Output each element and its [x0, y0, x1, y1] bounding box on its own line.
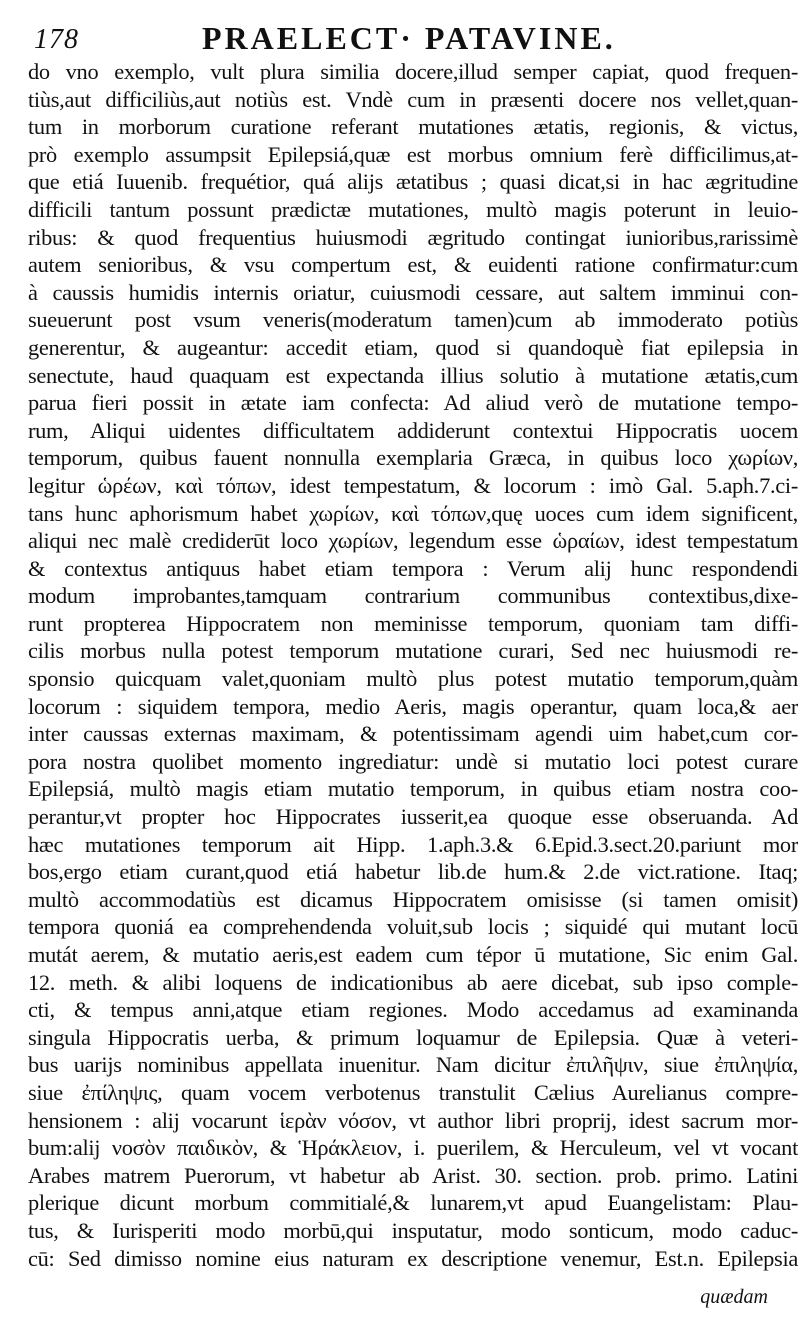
text-line: 12. meth. & alibi loquens de indicationibus ab aere dicebat, sub ipso comple- — [28, 969, 798, 995]
text-line: multò accommodatiùs est dicamus Hippocratem omisisse (si tamen omisit) — [28, 886, 798, 912]
text-line: Epilepsiá, multò magis etiam mutatio temporum, in quibus etiam nostra coo- — [28, 776, 798, 802]
text-line: cti, & tempus anni,atque etiam regiones. Modo accedamus ad examinanda — [28, 997, 798, 1023]
text-line: tempora quoniá ea comprehendenda voluit,sub locis ; siquidé qui mutant locū — [28, 914, 798, 940]
text-line: modum improbantes,tamquam contrarium communibus contextibus,dixe- — [28, 583, 798, 609]
text-line: temporum, quibus fauent nonnulla exemplaria Græca, in quibus loco χωρίων, — [28, 445, 798, 471]
text-line: tans hunc aphorismum habet χωρίων, καὶ τόπων,quę uoces cum idem significent, — [28, 500, 798, 526]
text-line: bus uarijs nominibus appellata inuenitur. Nam dicitur ἐπιλῆψιν, siue ἐπιληψία, — [28, 1052, 798, 1078]
text-line: cilis morbus nulla potest temporum mutatione curari, Sed nec huiusmodi re- — [28, 638, 798, 664]
text-line: tus, & Iurisperiti modo morbū,qui insputatur, modo sonticum, modo caduc- — [28, 1217, 798, 1243]
catchword-area — [28, 1286, 798, 1316]
text-line: parua fieri possit in ætate iam confecta: Ad aliud verò de mutatione tempo- — [28, 390, 798, 416]
text-line: cū: Sed dimisso nomine eius naturam ex descriptione venemur, Est.n. Epilepsia — [28, 1245, 798, 1271]
text-line: inter caussas externas maximam, & potentissimam agendi uim habet,cum cor- — [28, 721, 798, 747]
text-line: do vno exemplo, vult plura similia docere,illud semper capiat, quod frequen- — [28, 59, 798, 84]
page-number: 178 — [34, 24, 79, 55]
text-line: siue ἐπίληψις, quam vocem verbotenus transtulit Cælius Aurelianus compre- — [28, 1079, 798, 1105]
text-line: runt propterea Hippocratem non meminisse temporum, quoniam tam diffi- — [28, 610, 798, 636]
text-line: plerique dicunt morbum commitialé,& lunarem,vt apud Euangelistam: Plau- — [28, 1190, 798, 1216]
text-line: generentur, & augeantur: accedit etiam, quod si quandoquè fiat epilepsia in — [28, 334, 798, 360]
text-line: singula Hippocratis uerba, & primum loquamur de Epilepsia. Quæ à veteri- — [28, 1024, 798, 1050]
body-text — [28, 58, 798, 1272]
text-line: hæc mutationes temporum ait Hipp. 1.aph.3.& 6.Epid.3.sect.20.pariunt mor — [28, 831, 798, 857]
text-line: à caussis humidis internis oriatur, cuiusmodi cessare, aut saltem imminui con- — [28, 279, 798, 305]
text-line: prò exemplo assumpsit Epilepsiá,quæ est morbus omnium ferè difficilimus,at- — [28, 141, 798, 167]
catchword: quædam — [700, 1286, 768, 1308]
text-line: legitur ὡρέων, καὶ τόπων, idest tempestatum, & locorum : imò Gal. 5.aph.7.ci- — [28, 472, 798, 498]
text-line: bum:alij νοσὸν παιδικὸν, & Ἡράκλειον, i. puerilem, & Herculeum, vel vt vocant — [28, 1135, 798, 1161]
text-line: rum, Aliqui uidentes difficultatem addiderunt contextui Hippocratis uocem — [28, 417, 798, 443]
text-line: ribus: & quod frequentius huiusmodi ægritudo contingat iunioribus,rarissimè — [28, 224, 798, 250]
page-header — [34, 18, 794, 58]
running-title: PRAELECT· PATAVINE. — [202, 20, 616, 56]
text-line: tum in morborum curatione referant mutationes ætatis, regionis, & victus, — [28, 114, 798, 140]
text-line: bos,ergo etiam curant,quod etiá habetur lib.de hum.& 2.de vict.ratione. Itaq; — [28, 859, 798, 885]
text-line: pora nostra quolibet momento ingrediatur: undè si mutatio loci potest curare — [28, 748, 798, 774]
text-line: sponsio quicquam valet,quoniam multò plus potest mutatio temporum,quàm — [28, 666, 798, 692]
text-line: hensionem : alij vocarunt ἱερὰν νόσον, vt author libri proprij, idest sacrum mor- — [28, 1107, 798, 1133]
text-line: Arabes matrem Puerorum, vt habetur ab Arist. 30. section. prob. primo. Latini — [28, 1162, 798, 1188]
text-line: & contextus antiquus habet etiam tempora : Verum alij hunc respondendi — [28, 555, 798, 581]
text-line: mutát aerem, & mutatio aeris,est eadem cum tépor ū mutatione, Sic enim Gal. — [28, 942, 798, 967]
text-line: aliqui nec malè crediderūt loco χωρίων, legendum esse ὡραίων, idest tempestatum — [28, 528, 798, 554]
text-line: difficili tantum possunt prædictæ mutationes, multò magis poterunt in leuio- — [28, 196, 798, 222]
text-line: locorum : siquidem tempora, medio Aeris, magis operantur, quam loca,& aer — [28, 693, 798, 719]
text-line: autem senioribus, & vsu compertum est, & euidenti ratione confirmatur:cum — [28, 252, 798, 278]
text-line: que etiá Iuuenib. frequétior, quá alijs ætatibus ; quasi dicat,si in hac ægritudine — [28, 169, 798, 195]
text-line: sueuerunt post vsum veneris(moderatum tamen)cum ab immoderato potiùs — [28, 307, 798, 333]
text-line: perantur,vt propter hoc Hippocrates iusserit,ea quoque esse obseruanda. Ad — [28, 804, 798, 830]
text-line: tiùs,aut difficiliùs,aut notiùs est. Vndè cum in præsenti docere nos vellet,quan- — [28, 86, 798, 112]
text-line: senectute, haud quaquam est expectanda illius solutio à mutatione ætatis,cum — [28, 362, 798, 388]
